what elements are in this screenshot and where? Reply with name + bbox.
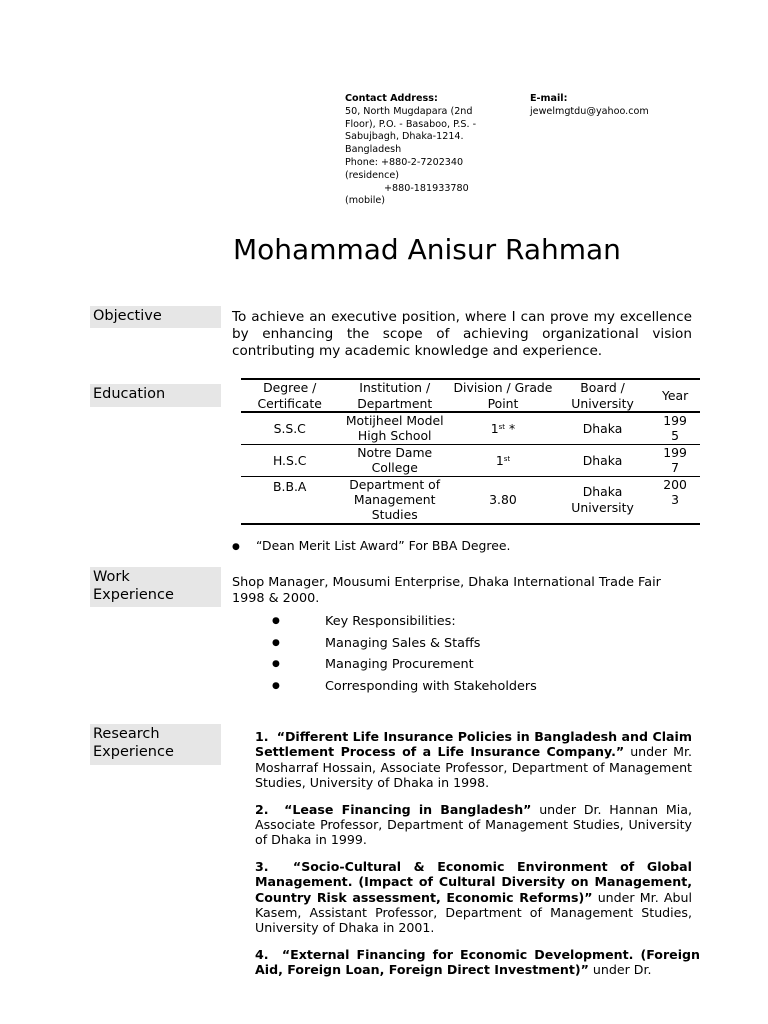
research-item	[255, 947, 700, 978]
bullet-icon: ●	[272, 637, 280, 648]
research-item	[255, 802, 692, 848]
section-heading-education-label: Education	[93, 386, 166, 402]
column-header: Board / University	[571, 380, 634, 411]
table-row	[241, 444, 700, 476]
section-heading-research-experience	[90, 724, 221, 765]
research-list	[255, 729, 700, 989]
section-heading-objective	[90, 306, 221, 328]
mobile-type: (mobile)	[345, 195, 386, 207]
year-part: 200	[663, 476, 687, 492]
list-item	[272, 611, 692, 633]
bullet-icon: ●	[272, 616, 280, 626]
list-item-text: Corresponding with Stakeholders	[325, 678, 537, 694]
award-item	[232, 538, 692, 555]
division-value: 1	[490, 420, 499, 436]
board-cell: Dhaka	[582, 420, 623, 436]
research-number: 3.	[255, 858, 269, 874]
list-item	[272, 676, 692, 698]
address-line: Floor), P.O. - Basaboo, P.S. -	[345, 118, 477, 130]
column-header: Division / Grade Point	[453, 380, 553, 411]
list-item	[272, 633, 692, 655]
bullet-icon: ●	[272, 680, 280, 691]
research-title: “Different Life Insurance Policies in Bangladesh and Claim Settlement Process of a Life Insurance Company.”	[255, 729, 692, 760]
division-cell	[451, 412, 555, 444]
institution-cell: Department of Management Studies	[349, 476, 441, 523]
division-value: 3.80	[489, 492, 517, 508]
section-heading-research-label: Research	[93, 726, 160, 742]
table-row	[241, 412, 700, 444]
division-ordinal: st	[498, 422, 506, 431]
division-suffix: *	[505, 420, 516, 436]
research-item	[255, 729, 692, 791]
degree-cell: H.S.C	[272, 452, 307, 468]
research-details: under Dr. Hannan Mia, Associate Professor, Department of Management Studies, University of Dhaka in 1999.	[255, 801, 692, 848]
list-item-text: Key Responsibilities:	[325, 614, 456, 629]
year-part: 3	[671, 492, 680, 508]
mobile-line: +880-181933780	[384, 182, 469, 194]
research-item	[255, 859, 692, 936]
research-details: under Mr. Mosharraf Hossain, Associate Professor, Department of Management Studies, University of Dhaka in 1998.	[255, 744, 692, 791]
section-heading-research-label: Experience	[93, 744, 174, 760]
bullet-icon: ●	[272, 659, 280, 669]
list-item	[272, 654, 692, 676]
bullet-icon: ●	[232, 542, 240, 552]
board-cell: Dhaka University	[571, 484, 634, 515]
address-line: 50, North Mugdapara (2nd	[345, 105, 473, 117]
candidate-name: Mohammad Anisur Rahman	[233, 233, 621, 266]
education-table	[241, 378, 700, 525]
email-value: jewelmgtdu@yahoo.com	[530, 105, 649, 117]
section-heading-work-experience	[90, 567, 221, 607]
phone-line: Phone: +880-2-7202340	[345, 156, 464, 168]
section-heading-education	[90, 384, 221, 407]
section-heading-objective-label: Objective	[93, 308, 162, 324]
column-header: Degree / Certificate	[257, 380, 322, 411]
year-part: 199	[663, 444, 687, 460]
research-title: “External Financing for Economic Development. (Foreign Aid, Foreign Loan, Foreign Direct Investment)”	[255, 946, 700, 978]
work-position-line: 1998 & 2000.	[232, 591, 320, 606]
table-row	[241, 476, 700, 524]
degree-cell: S.S.C	[273, 420, 306, 436]
board-cell: Dhaka	[582, 452, 623, 468]
research-title: “Socio-Cultural & Economic Environment of Global Management. (Impact of Cultural Diversity on Management, Country Risk assessment, Economic Reforms)”	[255, 858, 692, 905]
address-line: Bangladesh	[345, 144, 402, 156]
year-part: 199	[663, 413, 687, 428]
research-details: under Dr.	[588, 962, 652, 978]
column-header: Year	[661, 387, 689, 403]
email-label: E-mail:	[530, 93, 568, 104]
institution-cell: Notre Dame College	[357, 444, 433, 476]
research-title: “Lease Financing in Bangladesh”	[284, 801, 532, 817]
list-item-text: Managing Sales & Staffs	[325, 635, 481, 651]
email-block	[530, 93, 690, 119]
section-heading-work-label: Work	[93, 569, 130, 585]
year-cell	[650, 412, 700, 444]
address-line: Sabujbagh, Dhaka-1214.	[345, 131, 464, 143]
contact-address-block	[345, 93, 495, 208]
objective-text: To achieve an executive position, where I can prove my excellence by enhancing the scope of achieving organizational vision contributing my academic knowledge and experience.	[232, 309, 692, 360]
division-ordinal: st	[503, 454, 511, 463]
research-number: 1.	[255, 729, 269, 744]
contact-address-label: Contact Address:	[345, 93, 438, 104]
research-number: 2.	[255, 801, 269, 817]
institution-cell: Motijheel Model High School	[345, 413, 444, 444]
research-number: 4.	[255, 946, 269, 962]
year-cell	[650, 476, 700, 524]
section-heading-work-label: Experience	[93, 587, 174, 603]
research-details: under Mr. Abul Kasem, Assistant Professor, Department of Management Studies, University of Dhaka in 2001.	[255, 889, 693, 936]
degree-cell: B.B.A	[273, 478, 307, 494]
year-part: 7	[671, 460, 680, 476]
responsibilities-list	[272, 611, 692, 697]
phone-type: (residence)	[345, 169, 400, 181]
division-value: 1	[495, 452, 504, 468]
division-cell	[451, 476, 555, 524]
year-cell	[650, 444, 700, 476]
list-item-text: Managing Procurement	[325, 657, 474, 672]
work-position-line: Shop Manager, Mousumi Enterprise, Dhaka International Trade Fair	[232, 575, 661, 590]
year-part: 5	[671, 428, 680, 444]
work-position	[232, 575, 702, 607]
column-header: Institution / Department	[357, 380, 433, 411]
education-table-header	[241, 379, 700, 412]
award-text: “Dean Merit List Award” For BBA Degree.	[256, 538, 511, 553]
division-cell	[451, 444, 555, 476]
